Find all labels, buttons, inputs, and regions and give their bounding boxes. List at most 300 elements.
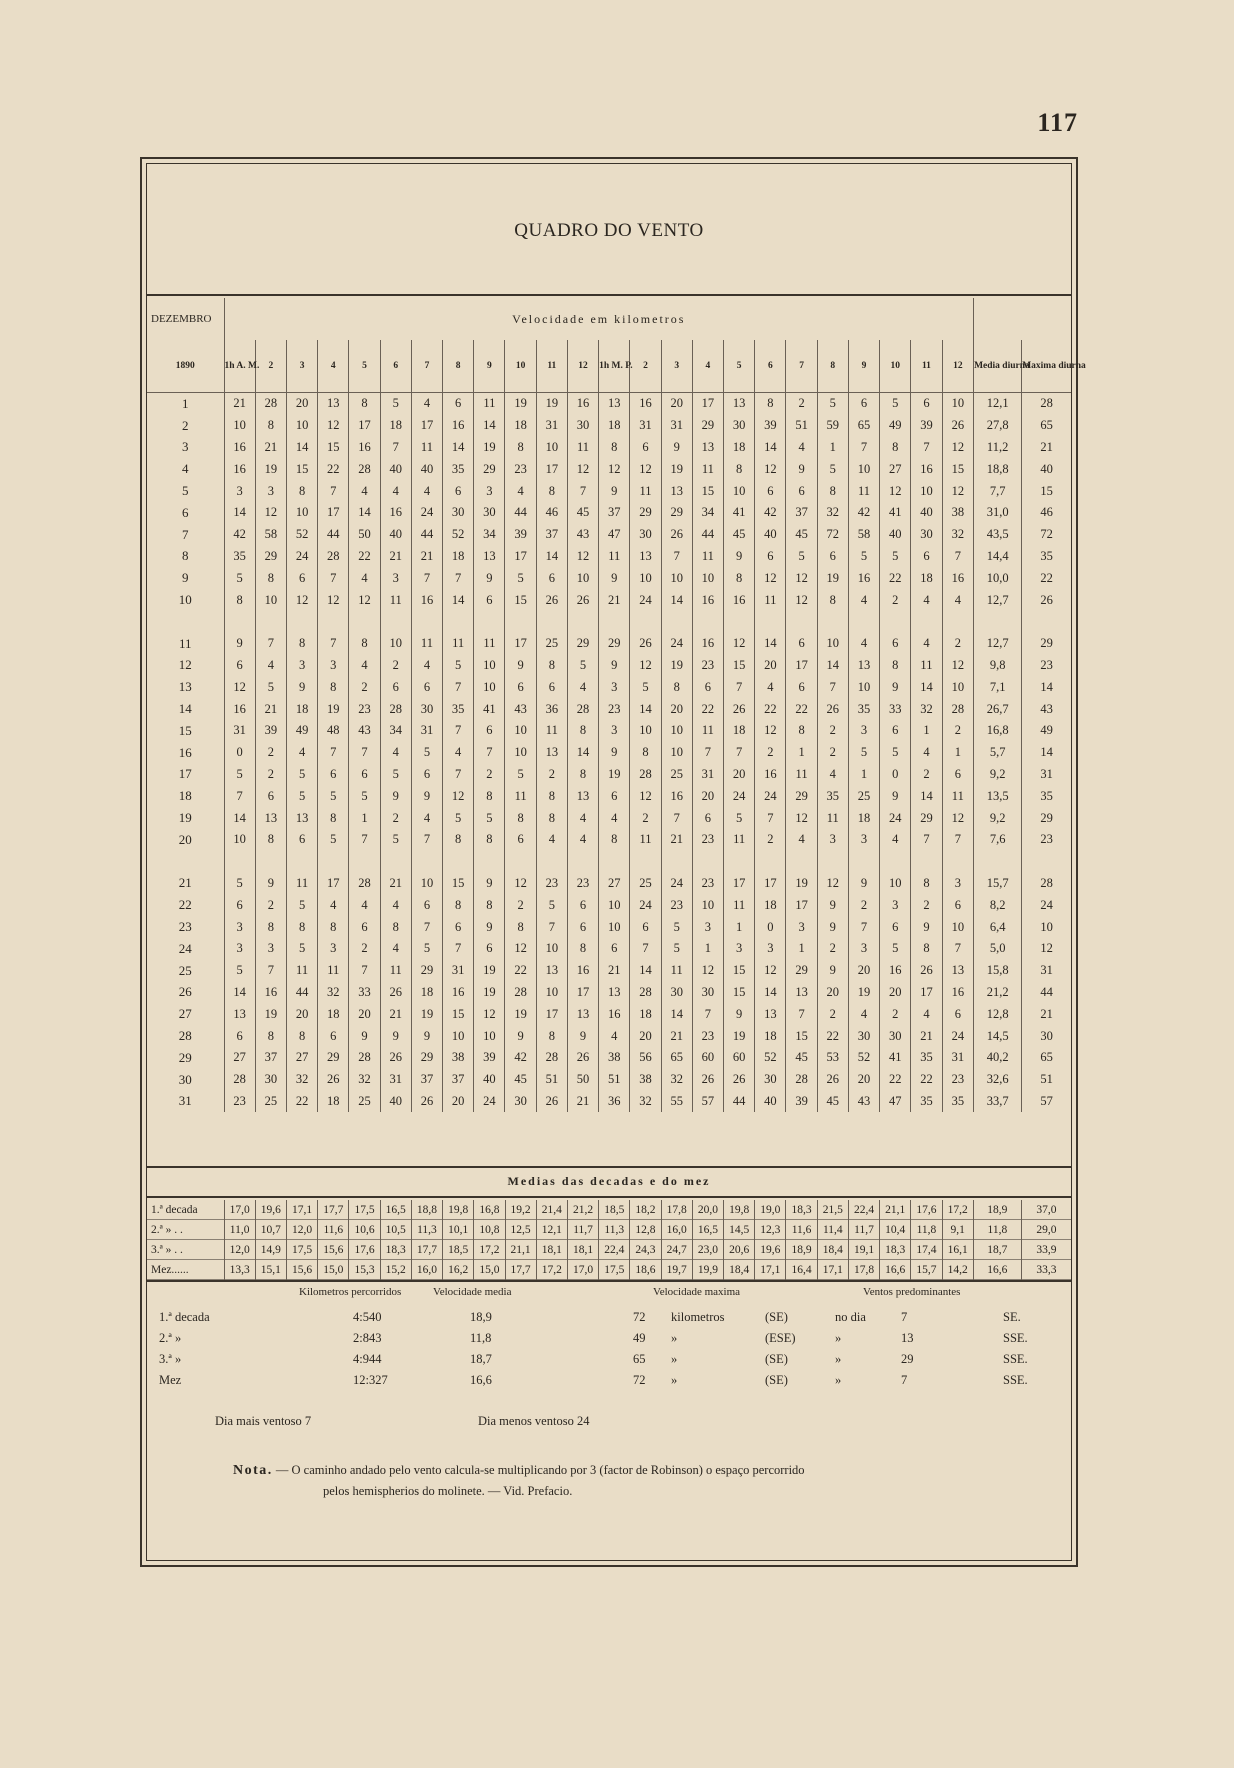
speed-cell: 4: [567, 676, 598, 698]
speed-cell: 21: [380, 873, 411, 895]
speed-cell: 8: [880, 655, 911, 677]
speed-cell: 6: [380, 676, 411, 698]
speed-cell: 2: [817, 1003, 848, 1025]
speed-cell: 30: [724, 415, 755, 437]
speed-cell: 29: [411, 960, 442, 982]
speed-cell: 3: [474, 480, 505, 502]
daily-max-cell: 15: [1022, 480, 1071, 502]
speed-cell: 10: [474, 1025, 505, 1047]
speed-cell: 5: [318, 785, 349, 807]
speed-cell: 7: [443, 720, 474, 742]
speed-cell: 22: [880, 567, 911, 589]
speed-cell: 32: [661, 1069, 692, 1091]
speed-cell: 28: [318, 546, 349, 568]
average-cell: 17,0: [224, 1200, 255, 1220]
speed-cell: 10: [661, 567, 692, 589]
averages-title: Medias das decadas e do mez: [507, 1174, 711, 1188]
speed-cell: 9: [286, 676, 317, 698]
daily-max-cell: 51: [1022, 1069, 1071, 1091]
speed-cell: 2: [380, 655, 411, 677]
speed-cell: 18: [318, 1091, 349, 1113]
speed-cell: 29: [474, 458, 505, 480]
max-direction: (SE): [765, 1352, 788, 1366]
speed-cell: 40: [380, 1091, 411, 1113]
speed-cell: 38: [942, 502, 974, 524]
table-row: [147, 1025, 1071, 1047]
speed-cell: 11: [911, 655, 942, 677]
speed-cell: 37: [255, 1047, 286, 1069]
speed-cell: 12: [692, 960, 723, 982]
speed-cell: 2: [630, 807, 661, 829]
speed-cell: 51: [536, 1069, 567, 1091]
average-cell: 12,3: [755, 1220, 786, 1240]
daily-mean-cell: 8,2: [974, 894, 1022, 916]
speed-cell: 39: [911, 415, 942, 437]
speed-cell: 8: [536, 807, 567, 829]
speed-cell: 46: [536, 502, 567, 524]
speed-cell: 59: [817, 415, 848, 437]
speed-cell: 45: [786, 1047, 817, 1069]
average-cell: 18,3: [880, 1240, 911, 1260]
speed-cell: 18: [755, 894, 786, 916]
speed-cell: 7: [411, 567, 442, 589]
speed-cell: 30: [661, 982, 692, 1004]
speed-cell: 7: [411, 916, 442, 938]
speed-cell: 40: [380, 458, 411, 480]
speed-cell: 3: [318, 938, 349, 960]
summary-label: 2.ª »: [159, 1331, 182, 1345]
speed-cell: 24: [286, 546, 317, 568]
speed-cell: 43: [505, 698, 536, 720]
speed-cell: 22: [755, 698, 786, 720]
table-row: [147, 524, 1071, 546]
speed-cell: 25: [848, 785, 879, 807]
speed-cell: 11: [505, 785, 536, 807]
speed-cell: 23: [942, 1069, 974, 1091]
speed-cell: 10: [817, 633, 848, 655]
speed-cell: 15: [505, 589, 536, 611]
speed-cell: 8: [505, 437, 536, 459]
speed-cell: 3: [224, 938, 255, 960]
speed-cell: 2: [755, 829, 786, 851]
day-number: 10: [178, 592, 192, 608]
speed-cell: 8: [224, 589, 255, 611]
average-mean-cell: 16,6: [973, 1260, 1021, 1280]
average-cell: 11,6: [786, 1220, 817, 1240]
speed-cell: 4: [255, 655, 286, 677]
speed-cell: 26: [817, 1069, 848, 1091]
speed-cell: 12: [630, 458, 661, 480]
speed-cell: 9: [786, 458, 817, 480]
speed-cell: 11: [536, 720, 567, 742]
speed-cell: 36: [536, 698, 567, 720]
hour-header: 9: [474, 340, 505, 393]
km-header: Kilometros percorridos: [299, 1286, 402, 1298]
speed-cell: 11: [817, 807, 848, 829]
average-cell: 13,3: [224, 1260, 255, 1280]
speed-cell: 19: [817, 567, 848, 589]
speed-cell: 4: [286, 742, 317, 764]
speed-cell: 3: [224, 916, 255, 938]
speed-cell: 14: [349, 502, 380, 524]
speed-cell: 19: [474, 982, 505, 1004]
average-row: [147, 1200, 1071, 1220]
title-rule: [147, 294, 1071, 296]
speed-cell: 21: [567, 1091, 598, 1113]
table-row: [147, 1091, 1071, 1113]
speed-cell: 2: [255, 742, 286, 764]
day-number: 22: [178, 897, 192, 913]
average-cell: 19,1: [848, 1240, 879, 1260]
summary-label: Mez: [159, 1373, 182, 1387]
speed-cell: 5: [286, 785, 317, 807]
table-row: [147, 960, 1071, 982]
average-cell: 16,5: [380, 1200, 411, 1220]
speed-cell: 13: [474, 546, 505, 568]
average-cell: 17,1: [755, 1260, 786, 1280]
hour-header: 1h A. M.: [224, 340, 255, 393]
average-cell: 20,6: [724, 1240, 755, 1260]
speed-cell: 38: [630, 1069, 661, 1091]
speed-cell: 16: [567, 960, 598, 982]
summary-row: [153, 1331, 1065, 1351]
day-number: 8: [182, 548, 189, 564]
speed-cell: 16: [443, 982, 474, 1004]
average-cell: 11,7: [848, 1220, 879, 1240]
speed-cell: 16: [942, 567, 974, 589]
speed-cell: 14: [630, 960, 661, 982]
speed-cell: 11: [567, 437, 598, 459]
speed-cell: 6: [224, 894, 255, 916]
speed-cell: 2: [536, 764, 567, 786]
speed-cell: 7: [224, 785, 255, 807]
speed-cell: 5: [443, 655, 474, 677]
speed-cell: 10: [443, 1025, 474, 1047]
day-label: no dia: [835, 1310, 866, 1324]
speed-cell: 7: [848, 916, 879, 938]
speed-cell: 12: [349, 589, 380, 611]
table-row: [147, 589, 1071, 611]
summary-row: [153, 1352, 1065, 1372]
average-mean-cell: 18,9: [973, 1200, 1021, 1220]
speed-cell: 22: [692, 698, 723, 720]
speed-cell: 9: [505, 655, 536, 677]
speed-cell: 2: [255, 764, 286, 786]
speed-cell: 6: [848, 393, 879, 415]
speed-cell: 6: [942, 894, 974, 916]
speed-cell: 3: [255, 480, 286, 502]
speed-cell: 9: [349, 1025, 380, 1047]
speed-cell: 30: [755, 1069, 786, 1091]
speed-cell: 6: [880, 720, 911, 742]
table-inner-frame: [146, 163, 1086, 1561]
speed-cell: 6: [474, 938, 505, 960]
average-cell: 16,8: [474, 1200, 505, 1220]
speed-cell: 3: [599, 676, 630, 698]
windiest-day: Dia mais ventoso 7: [215, 1414, 312, 1428]
daily-mean-cell: 40,2: [974, 1047, 1022, 1069]
speed-cell: 20: [349, 1003, 380, 1025]
speed-cell: 47: [880, 1091, 911, 1113]
speed-cell: 2: [474, 764, 505, 786]
speed-cell: 45: [567, 502, 598, 524]
day-number: 1: [182, 395, 189, 411]
year-header: 1890: [147, 340, 224, 393]
speed-cell: 23: [692, 873, 723, 895]
speed-cell: 11: [286, 960, 317, 982]
speed-cell: 20: [661, 393, 692, 415]
average-cell: 17,8: [848, 1260, 879, 1280]
speed-cell: 40: [411, 458, 442, 480]
speed-cell: 37: [411, 1069, 442, 1091]
speed-cell: 5: [255, 676, 286, 698]
speed-cell: 13: [536, 960, 567, 982]
speed-cell: 7: [692, 742, 723, 764]
daily-max-cell: 57: [1022, 1091, 1071, 1113]
speed-cell: 2: [911, 764, 942, 786]
average-cell: 12,8: [630, 1220, 661, 1240]
speed-cell: 14: [817, 655, 848, 677]
speed-cell: 4: [380, 742, 411, 764]
speed-cell: 18: [411, 982, 442, 1004]
daily-max-cell: 23: [1022, 655, 1071, 677]
speed-cell: 18: [505, 415, 536, 437]
average-cell: 17,7: [505, 1260, 536, 1280]
speed-cell: 32: [911, 698, 942, 720]
speed-cell: 35: [817, 785, 848, 807]
speed-cell: 22: [286, 1091, 317, 1113]
speed-cell: 6: [224, 1025, 255, 1047]
speed-cell: 8: [318, 916, 349, 938]
speed-cell: 16: [692, 589, 723, 611]
speed-cell: 1: [848, 764, 879, 786]
speed-cell: 26: [318, 1069, 349, 1091]
table-title: QUADRO DO VENTO: [514, 220, 704, 241]
speed-cell: 2: [349, 938, 380, 960]
speed-cell: 8: [567, 764, 598, 786]
daily-max-cell: 14: [1022, 676, 1071, 698]
speed-cell: 16: [411, 589, 442, 611]
speed-cell: 12: [786, 807, 817, 829]
speed-cell: 12: [755, 567, 786, 589]
hour-header: 8: [443, 340, 474, 393]
speed-cell: 8: [786, 720, 817, 742]
daily-max-cell: 31: [1022, 960, 1071, 982]
speed-cell: 11: [443, 633, 474, 655]
speed-cell: 51: [599, 1069, 630, 1091]
max-day: 29: [901, 1352, 914, 1366]
speed-cell: 5: [380, 393, 411, 415]
daily-mean-cell: 43,5: [974, 524, 1022, 546]
speed-cell: 4: [411, 807, 442, 829]
daily-mean-cell: 15,7: [974, 873, 1022, 895]
table-row: [147, 393, 1071, 415]
speed-cell: 30: [567, 415, 598, 437]
average-cell: 15,6: [318, 1240, 349, 1260]
speed-cell: 13: [318, 393, 349, 415]
speed-cell: 42: [755, 502, 786, 524]
mean-speed-value: 11,8: [470, 1331, 492, 1345]
speed-cell: 19: [411, 1003, 442, 1025]
speed-cell: 5: [286, 894, 317, 916]
speed-cell: 4: [443, 742, 474, 764]
speed-cell: 23: [224, 1091, 255, 1113]
speed-cell: 33: [349, 982, 380, 1004]
day-number: 3: [182, 439, 189, 455]
speed-cell: 2: [880, 1003, 911, 1025]
speed-cell: 7: [942, 829, 974, 851]
speed-cell: 24: [661, 633, 692, 655]
day-number: 14: [178, 701, 192, 717]
speed-cell: 5: [567, 655, 598, 677]
max-speed-header: Velocidade maxima: [653, 1286, 741, 1298]
speed-cell: 45: [817, 1091, 848, 1113]
speed-cell: 33: [880, 698, 911, 720]
speed-cell: 8: [880, 437, 911, 459]
speed-cell: 21: [661, 829, 692, 851]
speed-cell: 41: [724, 502, 755, 524]
speed-cell: 1: [911, 720, 942, 742]
speed-cell: 21: [255, 698, 286, 720]
hour-header: 4: [692, 340, 723, 393]
speed-cell: 26: [630, 633, 661, 655]
speed-cell: 10: [599, 916, 630, 938]
speed-cell: 60: [724, 1047, 755, 1069]
speed-cell: 13: [630, 546, 661, 568]
daily-max-cell: 21: [1022, 437, 1071, 459]
daily-mean-cell: 9,2: [974, 764, 1022, 786]
table-row: [147, 546, 1071, 568]
speed-cell: 14: [224, 982, 255, 1004]
speed-cell: 43: [567, 524, 598, 546]
hour-header: 12: [567, 340, 598, 393]
speed-cell: 14: [661, 589, 692, 611]
speed-cell: 10: [661, 720, 692, 742]
average-cell: 17,6: [349, 1240, 380, 1260]
average-cell: 18,4: [724, 1260, 755, 1280]
speed-cell: 20: [848, 1069, 879, 1091]
average-cell: 16,1: [942, 1240, 973, 1260]
day-number: 17: [178, 766, 192, 782]
speed-cell: 17: [786, 894, 817, 916]
speed-cell: 19: [505, 393, 536, 415]
speed-cell: 11: [380, 589, 411, 611]
table-row: [147, 458, 1071, 480]
speed-cell: 6: [349, 764, 380, 786]
speed-cell: 72: [817, 524, 848, 546]
hour-header: 6: [380, 340, 411, 393]
speed-cell: 9: [880, 785, 911, 807]
speed-cell: 2: [255, 894, 286, 916]
speed-cell: 18: [380, 415, 411, 437]
hour-header: 11: [911, 340, 942, 393]
speed-cell: 6: [755, 546, 786, 568]
speed-cell: 37: [599, 502, 630, 524]
speed-cell: 4: [505, 480, 536, 502]
averages-rule: [147, 1196, 1071, 1198]
speed-cell: 8: [443, 829, 474, 851]
speed-cell: 4: [380, 894, 411, 916]
speed-cell: 3: [255, 938, 286, 960]
speed-cell: 23: [536, 873, 567, 895]
daily-max-cell: 23: [1022, 829, 1071, 851]
speed-cell: 11: [692, 458, 723, 480]
speed-cell: 35: [911, 1047, 942, 1069]
speed-cell: 21: [255, 437, 286, 459]
speed-cell: 6: [349, 916, 380, 938]
average-cell: 19,2: [505, 1200, 536, 1220]
speed-cell: 8: [817, 480, 848, 502]
average-cell: 10,6: [349, 1220, 380, 1240]
speed-cell: 14: [630, 698, 661, 720]
daily-max-cell: 46: [1022, 502, 1071, 524]
average-cell: 11,6: [318, 1220, 349, 1240]
speed-cell: 13: [692, 437, 723, 459]
speed-cell: 4: [318, 894, 349, 916]
speed-cell: 23: [599, 698, 630, 720]
speed-cell: 3: [848, 720, 879, 742]
speed-cell: 5: [536, 894, 567, 916]
average-cell: 12,0: [286, 1220, 317, 1240]
day-label: »: [835, 1373, 842, 1387]
speed-cell: 12: [755, 458, 786, 480]
speed-cell: 9: [505, 1025, 536, 1047]
speed-cell: 5: [411, 742, 442, 764]
speed-cell: 1: [692, 938, 723, 960]
speed-cell: 7: [755, 807, 786, 829]
speed-cell: 7: [661, 807, 692, 829]
speed-cell: 26: [411, 1091, 442, 1113]
speed-cell: 35: [942, 1091, 974, 1113]
speed-cell: 13: [661, 480, 692, 502]
speed-cell: 14: [443, 437, 474, 459]
prevailing-wind: SE.: [1003, 1310, 1021, 1324]
day-number: 30: [178, 1071, 192, 1087]
average-cell: 20,0: [692, 1200, 723, 1220]
speed-cell: 12: [443, 785, 474, 807]
speed-cell: 8: [724, 567, 755, 589]
speed-cell: 36: [599, 1091, 630, 1113]
speed-cell: 9: [817, 960, 848, 982]
speed-cell: 29: [911, 807, 942, 829]
speed-cell: 4: [349, 894, 380, 916]
speed-cell: 7: [411, 829, 442, 851]
daily-max-cell: 26: [1022, 589, 1071, 611]
hour-header: 6: [755, 340, 786, 393]
average-cell: 18,3: [786, 1200, 817, 1220]
speed-cell: 10: [286, 502, 317, 524]
speed-cell: 16: [661, 785, 692, 807]
daily-max-cell: 65: [1022, 1047, 1071, 1069]
speed-cell: 5: [630, 676, 661, 698]
speed-cell: 42: [505, 1047, 536, 1069]
speed-cell: 8: [349, 633, 380, 655]
speed-cell: 18: [848, 807, 879, 829]
daily-mean-cell: 14,4: [974, 546, 1022, 568]
daily-mean-cell: 12,7: [974, 589, 1022, 611]
speed-cell: 10: [505, 720, 536, 742]
speed-cell: 20: [443, 1091, 474, 1113]
speed-cell: 30: [911, 524, 942, 546]
table-row: [147, 698, 1071, 720]
average-cell: 15,0: [318, 1260, 349, 1280]
average-cell: 17,8: [661, 1200, 692, 1220]
speed-cell: 7: [724, 742, 755, 764]
average-cell: 11,8: [911, 1220, 942, 1240]
speed-cell: 35: [443, 698, 474, 720]
note-text-1: — O caminho andado pelo vento calcula-se multiplicando por 3 (factor de Robinson) o espaço percorrido: [275, 1463, 805, 1477]
speed-cell: 22: [505, 960, 536, 982]
